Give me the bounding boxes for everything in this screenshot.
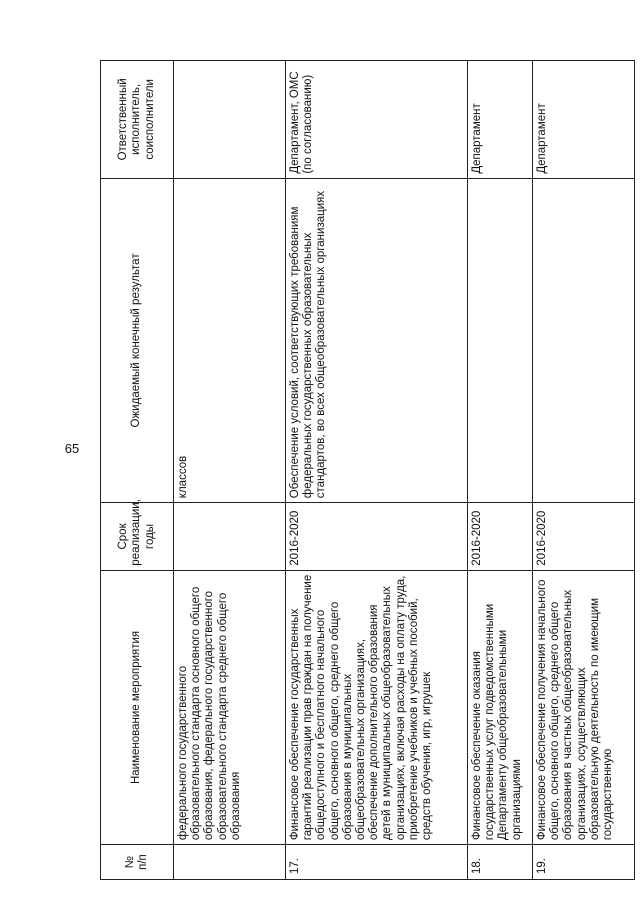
header-responsible: Ответственный исполнитель, соисполнители bbox=[101, 61, 174, 179]
table-row bbox=[533, 61, 635, 880]
cell-name: Финансовое обеспечение государственных гарантий реализации прав граждан на получение общедоступного и бесплатного начального общего, основного общего, среднего общего образования в муниципальных общеобразовательных организациях, обеспечение дополнительного образования детей в муниципальных общеобразовательных организациях, включая расходы на оплату труда, приобретение учебников и учебных пособий, средств обучения, игр, игрушек bbox=[286, 570, 468, 844]
measures-table bbox=[100, 60, 635, 880]
cell-result: классов bbox=[174, 178, 286, 503]
header-num: № п/п bbox=[101, 845, 174, 880]
cell-num bbox=[174, 845, 286, 880]
table-row bbox=[286, 61, 468, 880]
cell-responsible: Департамент, ОМС (по согласованию) bbox=[286, 61, 468, 179]
table-row-continuation bbox=[174, 61, 286, 880]
header-name: Наименование мероприятия bbox=[101, 570, 174, 844]
cell-responsible: Департамент bbox=[468, 61, 533, 179]
cell-term: 2016-2020 bbox=[286, 503, 468, 571]
cell-num: 19. bbox=[533, 845, 635, 880]
table-row bbox=[468, 61, 533, 880]
header-result: Ожидаемый конечный результат bbox=[101, 178, 174, 503]
header-term: Срок реализации, годы bbox=[101, 503, 174, 571]
cell-name: Финансовое обеспечение оказания государственных услуг подведомственными Департаменту общеобразовательными организациями bbox=[468, 570, 533, 844]
cell-term: 2016-2020 bbox=[533, 503, 635, 571]
cell-num: 17. bbox=[286, 845, 468, 880]
rotated-table-container bbox=[100, 60, 615, 880]
page-number: 65 bbox=[64, 441, 80, 456]
cell-responsible bbox=[174, 61, 286, 179]
cell-result bbox=[468, 178, 533, 503]
cell-term: 2016-2020 bbox=[468, 503, 533, 571]
table-header-row bbox=[101, 61, 174, 880]
cell-result: Обеспечение условий, соответствующих требованиям федеральных государственных образовательных стандартов, во всех общеобразовательных организациях bbox=[286, 178, 468, 503]
cell-num: 18. bbox=[468, 845, 533, 880]
cell-name: федерального государственного образовательного стандарта основного общего образования, федерального государственного образовательного стандарта среднего общего образования bbox=[174, 570, 286, 844]
cell-responsible: Департамент bbox=[533, 61, 635, 179]
cell-name: Финансовое обеспечение получения начального общего, основного общего, среднего общего образования в частных общеобразовательных организациях, осуществляющих образовательную деятельность по имеющим государственную bbox=[533, 570, 635, 844]
cell-term bbox=[174, 503, 286, 571]
cell-result bbox=[533, 178, 635, 503]
